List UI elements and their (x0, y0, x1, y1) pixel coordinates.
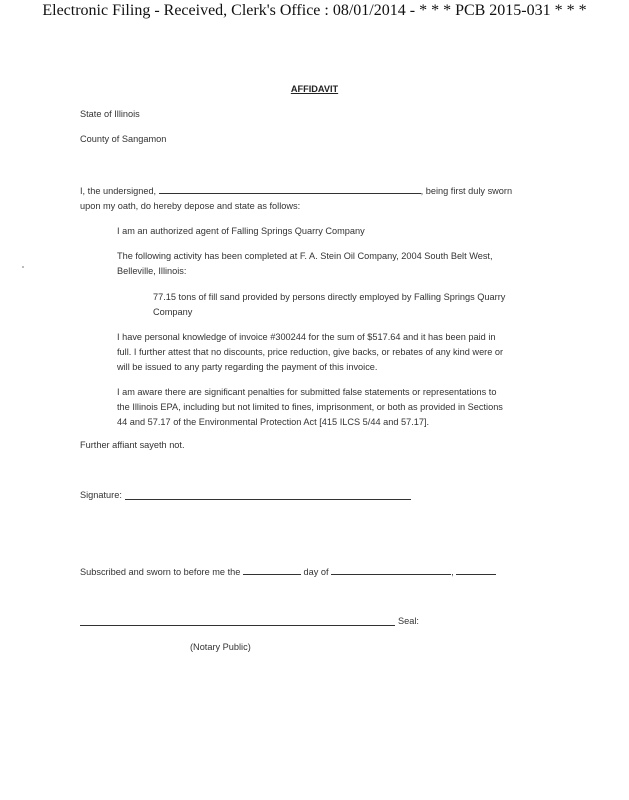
name-blank[interactable] (159, 184, 421, 194)
document-title: AFFIDAVIT (290, 84, 339, 94)
day-of-label: day of (303, 567, 329, 577)
filing-stamp-header: Electronic Filing - Received, Clerk's Office : 08/01/2014 - * * * PCB 2015-031 * * * (42, 2, 587, 19)
item-line-1: 77.15 tons of fill sand provided by persons directly employed by Falling Springs Quarry (153, 292, 506, 302)
county-line: County of Sangamon (80, 134, 167, 144)
notary-signature-line[interactable] (80, 625, 395, 626)
knowledge-line-3: will be issued to any party regarding the payment of this invoice. (117, 362, 378, 372)
knowledge-line-1: I have personal knowledge of invoice #300244 for the sum of $517.64 and it has been paid in (117, 332, 496, 342)
year-blank[interactable] (456, 565, 496, 575)
agent-paragraph: I am an authorized agent of Falling Springs Quarry Company (117, 226, 365, 236)
knowledge-line-2: full. I further attest that no discounts, price reduction, give backs, or rebates of any kind were or (117, 347, 504, 357)
activity-line-2: Belleville, Illinois: (117, 266, 187, 276)
month-blank[interactable] (331, 565, 451, 575)
signature-label: Signature: (80, 490, 122, 500)
item-line-2: Company (153, 307, 193, 317)
penalties-line-2: the Illinois EPA, including but not limited to fines, imprisonment, or both as provided in Sections (117, 402, 503, 412)
penalties-line-1: I am aware there are significant penalties for submitted false statements or representations to (117, 387, 497, 397)
intro-start: I, the undersigned, (80, 186, 157, 196)
penalties-line-3: 44 and 57.17 of the Environmental Protection Act [415 ILCS 5/44 and 57.17]. (117, 417, 430, 427)
comma: , (451, 567, 454, 577)
scan-speck (22, 266, 24, 268)
subscribed-line (80, 565, 496, 580)
day-blank[interactable] (243, 565, 301, 575)
notary-public-label: (Notary Public) (190, 642, 251, 652)
intro-end: , being first duly sworn (420, 186, 513, 196)
subscribed-start: Subscribed and sworn to before me the (80, 567, 241, 577)
intro-line-2: upon my oath, do hereby depose and state as follows: (80, 201, 301, 211)
intro-line-1 (80, 184, 512, 199)
signature-line[interactable] (125, 499, 411, 500)
seal-label: Seal: (398, 616, 419, 626)
activity-line-1: The following activity has been completed at F. A. Stein Oil Company, 2004 South Belt West, (117, 251, 493, 261)
state-line: State of Illinois (80, 109, 140, 119)
further-affiant: Further affiant sayeth not. (80, 440, 185, 450)
